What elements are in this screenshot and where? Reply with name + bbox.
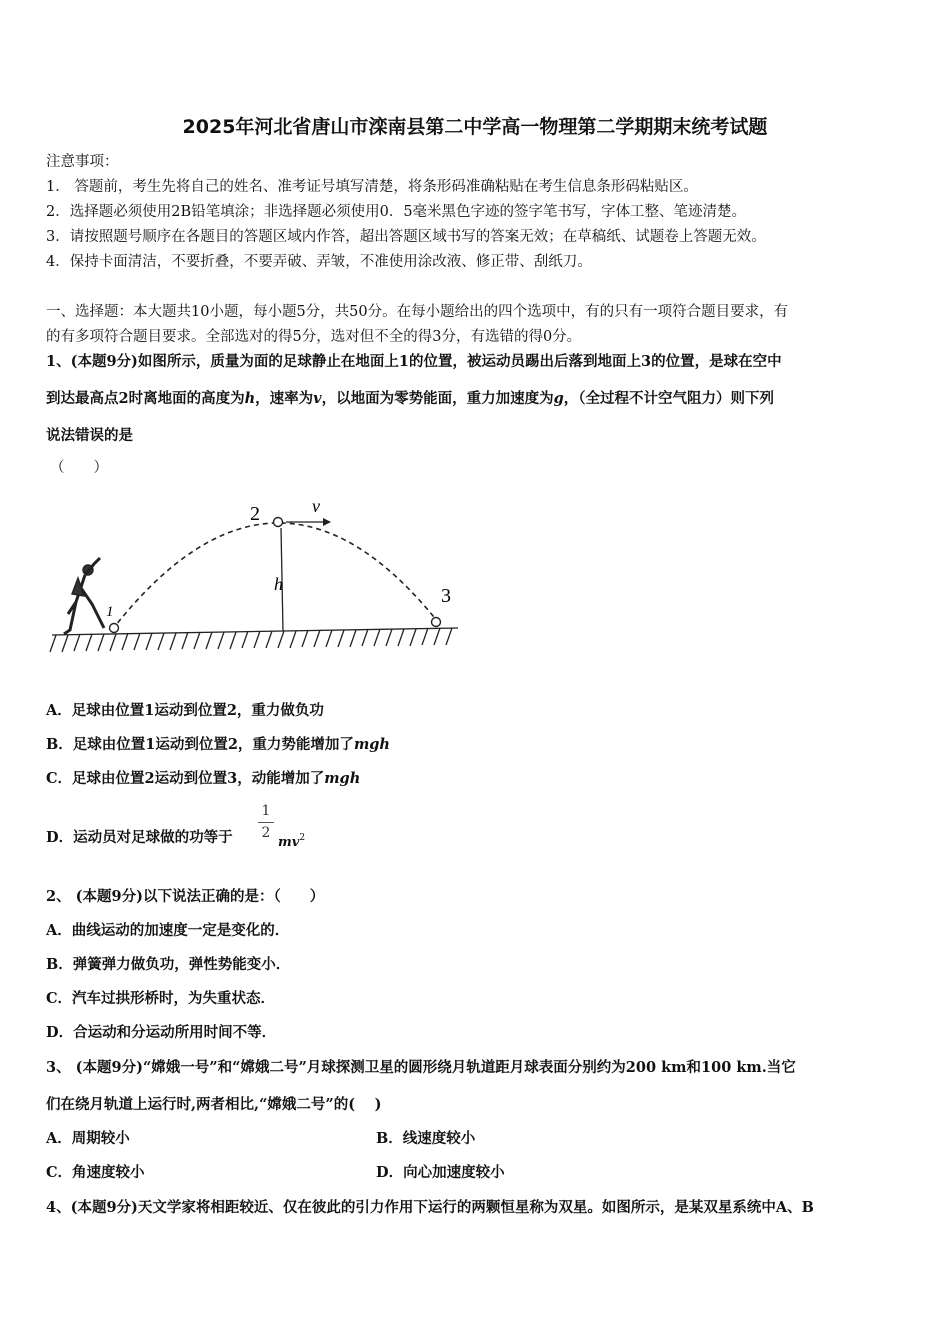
notice-item-4: 4．保持卡面清洁，不要折叠，不要弄破、弄皱，不准使用涂改液、修正带、刮纸刀。 xyxy=(46,254,592,270)
figure-label-h: h xyxy=(274,574,283,594)
q1-var-v: v xyxy=(313,390,322,407)
q3-option-a xyxy=(46,1129,130,1149)
q1-option-d-fraction xyxy=(258,802,274,843)
q2-option-d-text: D．合运动和分运动所用时间不等． xyxy=(46,1024,277,1041)
notice-heading: 注意事项： xyxy=(46,154,119,170)
q1-option-b-var: mgh xyxy=(353,736,390,753)
ball-position-3 xyxy=(432,618,441,627)
q4-stem-line-1 xyxy=(46,1198,814,1218)
q1-option-c xyxy=(46,769,360,789)
q3-option-b xyxy=(376,1129,475,1149)
q1-option-a-text: A．足球由位置1运动到位置2，重力做负功 xyxy=(46,702,324,719)
q3-option-d xyxy=(376,1163,505,1183)
q2-option-c xyxy=(46,989,275,1009)
q3-stem-text-2: 们在绕月轨道上运行时,两者相比,“嫦娥二号”的( ) xyxy=(46,1096,382,1113)
page-title: 2025年河北省唐山市滦南县第二中学高一物理第二学期期末统考试题 xyxy=(182,116,768,138)
section-instructions-line-2: 的有多项符合题目要求。全部选对的得5分，选对但不全的得3分，有选错的得0分。 xyxy=(46,329,582,345)
q1-stem-text-2b: ，速率为 xyxy=(255,390,314,407)
q3-option-b-text: B．线速度较小 xyxy=(376,1130,476,1147)
q1-stem-line-2 xyxy=(46,389,774,409)
q1-var-h: h xyxy=(244,390,256,407)
q3-option-a-text: A．周期较小 xyxy=(46,1130,130,1147)
q1-option-a xyxy=(46,701,324,721)
q2-option-b-text: B．弹簧弹力做负功，弹性势能变小． xyxy=(46,956,291,973)
fraction-bar xyxy=(258,822,274,823)
q3-stem-line-1 xyxy=(46,1058,796,1078)
q1-stem-text-2d: ，（全过程不计空气阻力）则下列 xyxy=(563,390,774,407)
football-trajectory-figure xyxy=(48,492,468,660)
kicker-figure xyxy=(64,558,104,634)
section-instructions-line-1: 一、选择题：本大题共10小题，每小题5分，共50分。在每小题给出的四个选项中，有的只有一项符合题目要求，有 xyxy=(46,304,789,320)
ball-position-1 xyxy=(110,624,119,633)
q1-option-b xyxy=(46,735,390,755)
q2-stem-text: 2、 (本题9分)以下说法正确的是：（ ） xyxy=(46,888,325,905)
notice-item-2: 2．选择题必须使用2B铅笔填涂；非选择题必须使用0．5毫米黑色字迹的签字笔书写，字体工整、笔迹清楚。 xyxy=(46,204,747,220)
q3-option-c-text: C．角速度较小 xyxy=(46,1164,145,1181)
q1-option-d-text: D．运动员对足球做的功等于 xyxy=(46,829,233,846)
q2-stem xyxy=(46,887,324,907)
q1-option-d-var: mv xyxy=(278,834,300,850)
fraction-numerator: 1 xyxy=(261,803,271,819)
q1-stem-text-2c: ，以地面为零势能面，重力加速度为 xyxy=(321,390,554,407)
ball-position-2 xyxy=(274,518,283,527)
q3-stem-line-2 xyxy=(46,1095,382,1115)
q1-option-d-formula xyxy=(278,828,305,853)
q1-var-g: g xyxy=(553,390,564,407)
q1-stem-text-1: 1、(本题9分)如图所示，质量为面的足球静止在地面上1的位置，被运动员踢出后落到地面上3的位置，是球在空中 xyxy=(46,353,782,370)
q1-answer-bracket: （ ） xyxy=(50,460,108,476)
velocity-arrowhead xyxy=(323,518,331,526)
q2-option-b xyxy=(46,955,290,975)
q1-option-c-text: C．足球由位置2运动到位置3，动能增加了 xyxy=(46,770,325,787)
q1-option-c-var: mgh xyxy=(324,770,361,787)
q1-stem-text-3: 说法错误的是 xyxy=(46,427,133,444)
q1-stem-text-2a: 到达最高点2时离地面的高度为 xyxy=(46,390,245,407)
q2-option-a-text: A．曲线运动的加速度一定是变化的． xyxy=(46,922,290,939)
q2-option-c-text: C．汽车过拱形桥时，为失重状态． xyxy=(46,990,276,1007)
q3-option-d-text: D．向心加速度较小 xyxy=(376,1164,505,1181)
notice-item-1: 1． 答题前，考生先将自己的姓名、准考证号填写清楚，将条形码准确粘贴在考生信息条形码粘贴区。 xyxy=(46,179,698,195)
q3-option-c xyxy=(46,1163,145,1183)
fraction-denominator: 2 xyxy=(261,825,271,841)
notice-item-3: 3．请按照题号顺序在各题目的答题区域内作答，超出答题区域书写的答案无效；在草稿纸、试题卷上答题无效。 xyxy=(46,229,766,245)
q1-option-b-text: B．足球由位置1运动到位置2，重力势能增加了 xyxy=(46,736,354,753)
q1-option-d-sup: 2 xyxy=(299,833,306,843)
q3-stem-text-1: 3、 (本题9分)“嫦娥一号”和“嫦娥二号”月球探测卫星的圆形绕月轨道距月球表面分别约为200 km和100 km.当它 xyxy=(46,1059,796,1076)
figure-label-3: 3 xyxy=(441,585,451,607)
q1-stem-line-3 xyxy=(46,426,133,446)
figure-label-2: 2 xyxy=(250,503,260,525)
q1-option-d xyxy=(46,828,233,848)
q2-option-d xyxy=(46,1023,276,1043)
figure-label-1: 1 xyxy=(106,604,114,620)
figure-label-v: v xyxy=(312,496,320,516)
q1-stem-line-1 xyxy=(46,352,782,372)
q4-stem-text-1: 4、(本题9分)天文学家将相距较近、仅在彼此的引力作用下运行的两颗恒星称为双星。如图所示，是某双星系统中A、B xyxy=(46,1199,814,1216)
q2-option-a xyxy=(46,921,289,941)
